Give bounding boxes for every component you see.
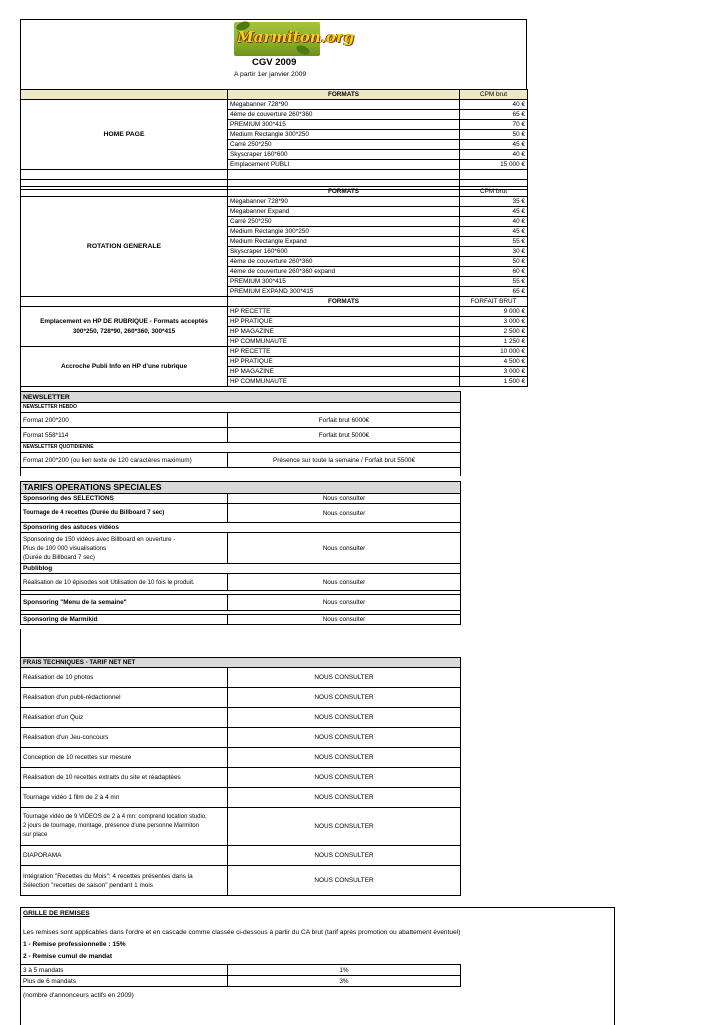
rubrique2-format-0: HP RECETTE — [228, 347, 460, 357]
rotation-price-3: 45 € — [460, 227, 528, 237]
rubrique2-format-1: HP PRATIQUE — [228, 357, 460, 367]
home-format-6: Emplacement PUBLI — [228, 160, 460, 170]
rubrique1-price-3: 1 250 € — [460, 337, 528, 347]
ops-format-2: Tournage de 4 recettes (Durée du Billboard 7 sec) — [21, 504, 228, 523]
ops-format-4-line-2: Plus de 100 000 visualisations — [23, 544, 107, 552]
frais-integration-price: NOUS CONSULTER — [228, 866, 461, 896]
rotation-format-3: Medium Rectangle 300*250 — [228, 227, 460, 237]
rubrique-formats-header: FORMATS — [228, 297, 460, 307]
rotation-format-4: Medium Rectangle Expand — [228, 237, 460, 247]
remise-professionnelle: 1 - Remise professionnelle : 15% — [23, 941, 126, 948]
home-page-table — [20, 89, 528, 190]
remise-value-0: 1% — [228, 965, 461, 976]
rubrique1-format-3: HP COMMUNAUTE — [228, 337, 460, 347]
remises-table — [20, 964, 461, 987]
rubrique2-format-3: HP COMMUNAUTE — [228, 377, 460, 387]
remise-cumul: 2 - Remise cumul de mandat — [23, 953, 113, 960]
ops-format-4-line-3: (Durée du Billboard 7 sec) — [23, 553, 95, 561]
frais-format-3: Réalisation d'un Jeu-concours — [21, 728, 228, 748]
frais-video-line-1: Tournage vidéo de 9 VIDEOS de 2 à 4 mn: comprend location studio, — [23, 814, 207, 820]
rotation-price-7: 60 € — [460, 267, 528, 277]
home-format-3: Medium Rectangle 300*250 — [228, 130, 460, 140]
newsletter-price-3: Présence sur toute la semaine / Forfait brut 5500€ — [228, 453, 461, 468]
rubrique2-price-3: 1 500 € — [460, 377, 528, 387]
rubrique-label-1: Emplacement en HP DE RUBRIQUE - Formats acceptés 300*250, 728*90, 260*360, 300*415 — [21, 307, 228, 347]
rotation-price-header: CPM brut — [460, 187, 528, 197]
ops-price-7: Nous consulter — [228, 595, 461, 611]
rubrique1-price-1: 3 000 € — [460, 317, 528, 327]
rubrique1-price-0: 9 000 € — [460, 307, 528, 317]
ops-format-4 — [21, 533, 228, 564]
left-rule — [20, 19, 21, 89]
price-header: CPM brut — [460, 90, 528, 100]
home-price-6: 15 000 € — [460, 160, 528, 170]
home-price-4: 45 € — [460, 140, 528, 150]
rubrique1-price-2: 2 500 € — [460, 327, 528, 337]
rotation-format-2: Carré 250*250 — [228, 217, 460, 227]
frais-format-1: Réalisation d'un publi-rédactionnel — [21, 688, 228, 708]
frais-integration-line-1: Intégration "Recettes du Mois": 4 recettes présentes dans la — [23, 872, 193, 880]
frais-price-2: NOUS CONSULTER — [228, 708, 461, 728]
rotation-format-6: 4ème de couverture 260*360 — [228, 257, 460, 267]
newsletter-title: NEWSLETTER — [21, 392, 461, 403]
home-price-1: 65 € — [460, 110, 528, 120]
remise-row-1: Plus de 6 mandats — [21, 976, 228, 987]
rotation-price-4: 55 € — [460, 237, 528, 247]
rubrique1-format-0: HP RECETTE — [228, 307, 460, 317]
rotation-price-6: 50 € — [460, 257, 528, 267]
ops-format-6: Réalisation de 10 épisodes soit Utilisation de 10 fois le produit. — [21, 574, 228, 591]
rotation-price-5: 30 € — [460, 247, 528, 257]
rotation-label: ROTATION GENERALE — [21, 197, 228, 297]
page-title: CGV 2009 — [252, 57, 297, 68]
remises-intro: Les remises sont applicables dans l'ordre et en cascade comme classée ci-dessous à partir du CA brut (tarif après promotion ou abattement éventuel) — [23, 929, 461, 936]
home-format-0: Megabanner 728*90 — [228, 100, 460, 110]
rubrique-label-2: Accroche Publi Info en HP d'une rubrique — [21, 347, 228, 387]
frais-price-6: NOUS CONSULTER — [228, 788, 461, 808]
top-rule — [20, 19, 527, 20]
ops-format-4-line-1: Sponsoring de 150 vidéos avec Billboard en ouverture - — [23, 535, 176, 543]
operations-title: TARIFS OPERATIONS SPECIALES — [21, 482, 461, 494]
frais-price-1: NOUS CONSULTER — [228, 688, 461, 708]
rotation-format-9: PREMIUM EXPAND 300*415 — [228, 287, 460, 297]
separator-rule — [20, 382, 21, 391]
home-format-2: PREMIUM 300*415 — [228, 120, 460, 130]
ops-price-8: Nous consulter — [228, 615, 461, 625]
rotation-price-2: 40 € — [460, 217, 528, 227]
remises-title: GRILLE DE REMISES — [23, 910, 90, 917]
home-page-label: HOME PAGE — [21, 100, 228, 170]
frais-price-3: NOUS CONSULTER — [228, 728, 461, 748]
newsletter-table — [20, 391, 461, 476]
marmiton-logo — [234, 22, 355, 56]
frais-integration — [21, 866, 228, 896]
frais-diaporama-price: NOUS CONSULTER — [228, 846, 461, 866]
frais-video-line-2: 2 jours de tournage, montage, présence d'une personne Marmiton — [23, 823, 199, 829]
newsletter-price-1: Forfait brut 6000€ — [228, 413, 461, 428]
rotation-format-1: Megabanner Expand — [228, 207, 460, 217]
remise-value-1: 3% — [228, 976, 461, 987]
ops-format-8: Sponsoring de Marmikid — [21, 615, 228, 625]
rubrique2-price-0: 10 000 € — [460, 347, 528, 357]
frais-diaporama: DIAPORAMA — [21, 846, 228, 866]
home-format-5: Skyscraper 160*600 — [228, 150, 460, 160]
home-format-1: 4ème de couverture 260*360 — [228, 110, 460, 120]
frais-table — [20, 657, 461, 896]
rubrique1-format-1: HP PRATIQUE — [228, 317, 460, 327]
frais-video-line-3: sur place — [23, 832, 48, 838]
newsletter-price-2: Forfait brut 5000€ — [228, 428, 461, 443]
frais-price-0: NOUS CONSULTER — [228, 668, 461, 688]
frais-price-5: NOUS CONSULTER — [228, 768, 461, 788]
rotation-format-5: Skyscraper 160*600 — [228, 247, 460, 257]
operations-table — [20, 481, 461, 625]
ops-price-6: Nous consulter — [228, 574, 461, 591]
remise-row-0: 3 à 5 mandats — [21, 965, 228, 976]
frais-format-0: Réalisation de 10 photos — [21, 668, 228, 688]
rotation-table — [20, 186, 528, 387]
home-price-0: 40 € — [460, 100, 528, 110]
frais-price-4: NOUS CONSULTER — [228, 748, 461, 768]
right-rule — [526, 19, 527, 89]
formats-header: FORMATS — [228, 90, 460, 100]
newsletter-format-1: Format 200*200 — [21, 413, 228, 428]
frais-format-2: Réalisation d'un Quiz — [21, 708, 228, 728]
page-subtitle: A partir 1er janvier 2009 — [234, 71, 307, 78]
rubrique2-price-2: 3 000 € — [460, 367, 528, 377]
rubrique2-format-2: HP MAGAZINE — [228, 367, 460, 377]
ops-format-7: Sponsoring "Menu de la semaine" — [21, 595, 228, 611]
frais-left-rule — [20, 629, 21, 657]
rotation-format-7: 4ème de couverture 260*360 expand — [228, 267, 460, 277]
frais-video-price: NOUS CONSULTER — [228, 808, 461, 846]
newsletter-format-2: Format 558*114 — [21, 428, 228, 443]
rotation-price-8: 55 € — [460, 277, 528, 287]
rubrique1-format-2: HP MAGAZINE — [228, 327, 460, 337]
newsletter-hebdo-label: NEWSLETTER HEBDO — [21, 403, 461, 413]
ops-format-5: Publiblog — [21, 564, 461, 574]
logo-text: Marmiton.org — [237, 28, 355, 46]
rotation-format-0: Megabanner 728*90 — [228, 197, 460, 207]
rotation-price-0: 35 € — [460, 197, 528, 207]
ops-price-2: Nous consulter — [228, 504, 461, 523]
frais-format-5: Réalisation de 10 recettes extraits du site et réadaptées — [21, 768, 228, 788]
newsletter-quotidienne-label: NEWSLETTER QUOTIDIENNE — [21, 443, 461, 453]
rotation-price-1: 45 € — [460, 207, 528, 217]
rotation-formats-header: FORMATS — [228, 187, 460, 197]
ops-format-3: Sponsoring des astuces vidéos — [21, 523, 461, 533]
ops-format-1: Sponsoring des SELECTIONS — [21, 494, 228, 504]
remises-note: (nombre d'annonceurs actifs en 2009) — [23, 992, 134, 999]
frais-integration-line-2: Sélection "recettes de saison" pendant 1 mois — [23, 881, 153, 889]
frais-video — [21, 808, 228, 846]
home-price-2: 70 € — [460, 120, 528, 130]
ops-price-4: Nous consulter — [228, 533, 461, 564]
rubrique-price-header: FORFAIT BRUT — [460, 297, 528, 307]
ops-price-1: Nous consulter — [228, 494, 461, 504]
frais-title: FRAIS TECHNIQUES - TARIF NET NET — [21, 658, 461, 668]
rotation-format-8: PREMIUM 300*415 — [228, 277, 460, 287]
home-format-4: Carré 250*250 — [228, 140, 460, 150]
rotation-price-9: 65 € — [460, 287, 528, 297]
rubrique2-price-1: 4 500 € — [460, 357, 528, 367]
home-price-3: 50 € — [460, 130, 528, 140]
frais-format-6: Tournage vidéo 1 film de 2 à 4 mn — [21, 788, 228, 808]
home-price-5: 40 € — [460, 150, 528, 160]
frais-format-4: Conception de 10 recettes sur mesure — [21, 748, 228, 768]
newsletter-format-3: Format 200*200 (ou lien texte de 120 caractères maximum) — [21, 453, 228, 468]
